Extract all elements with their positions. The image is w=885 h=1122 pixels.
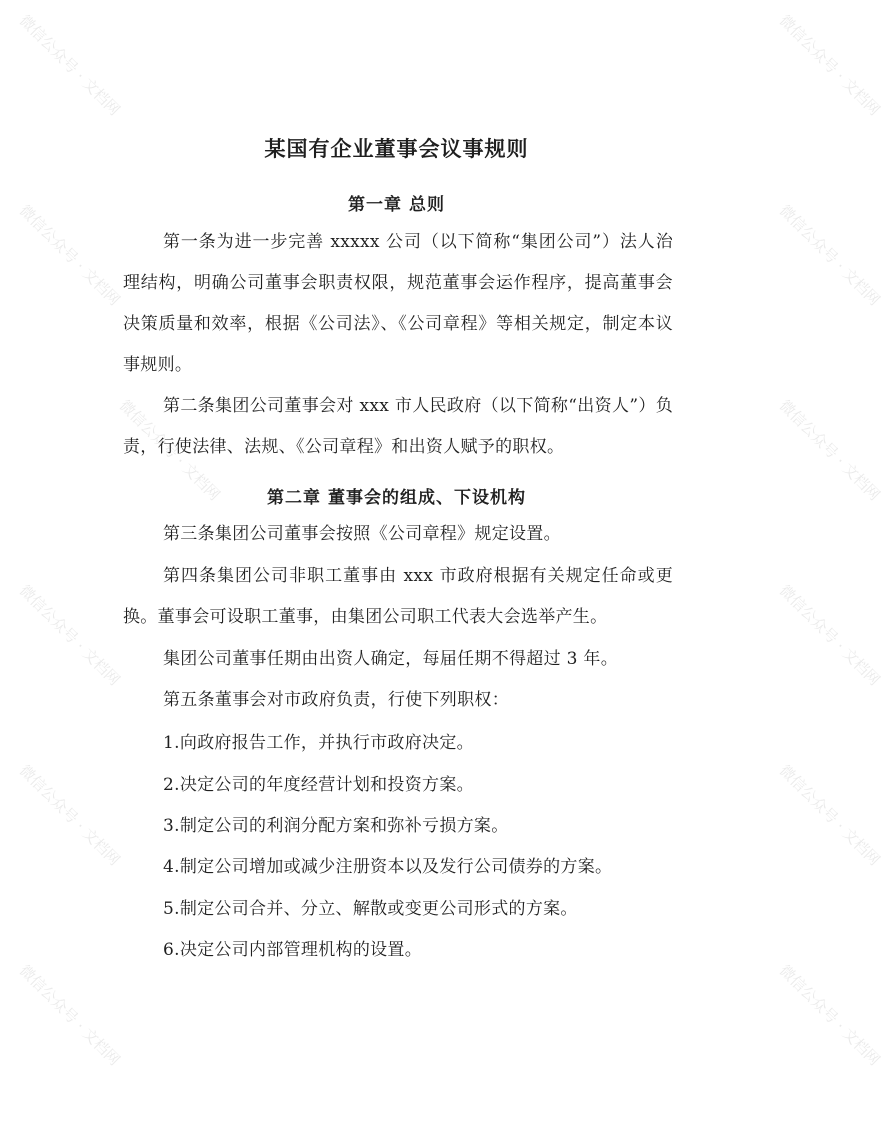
watermark-text: 微信公众号 · 文档网 <box>115 396 224 505</box>
list-item: 4.制定公司增加或减少注册资本以及发行公司债券的方案。 <box>163 857 613 877</box>
list-item: 6.决定公司内部管理机构的设置。 <box>163 940 423 960</box>
watermark-text: 微信公众号 · 文档网 <box>15 581 124 690</box>
document-title: 某国有企业董事会议事规则 <box>264 136 529 161</box>
chapter-heading: 第一章 总则 <box>348 195 445 215</box>
watermark-text: 微信公众号 · 文档网 <box>775 581 884 690</box>
list-item: 2.决定公司的年度经营计划和投资方案。 <box>163 775 474 795</box>
list-item: 1.向政府报告工作，并执行市政府决定。 <box>163 733 474 753</box>
watermark-text: 微信公众号 · 文档网 <box>15 961 124 1070</box>
watermark-text: 微信公众号 · 文档网 <box>775 201 884 310</box>
article-paragraph: 第四条集团公司非职工董事由 xxx 市政府根据有关规定任命或更换。董事会可设职工董事，由集团公司职工代表大会选举产生。 <box>123 566 673 627</box>
watermark-text: 微信公众号 · 文档网 <box>775 396 884 505</box>
watermark-text: 微信公众号 · 文档网 <box>15 761 124 870</box>
article-paragraph: 第三条集团公司董事会按照《公司章程》规定设置。 <box>163 524 561 544</box>
list-item: 5.制定公司合并、分立、解散或变更公司形式的方案。 <box>163 899 578 919</box>
article-paragraph: 集团公司董事任期由出资人确定，每届任期不得超过 3 年。 <box>163 649 619 669</box>
watermark-text: 微信公众号 · 文档网 <box>775 11 884 120</box>
list-item: 3.制定公司的利润分配方案和弥补亏损方案。 <box>163 816 509 836</box>
article-paragraph: 第二条集团公司董事会对 xxx 市人民政府（以下简称“出资人”）负责，行使法律、法规、《公司章程》和出资人赋予的职权。 <box>123 396 673 457</box>
chapter-heading: 第二章 董事会的组成、下设机构 <box>267 488 526 508</box>
watermark-text: 微信公众号 · 文档网 <box>15 11 124 120</box>
article-paragraph: 第一条为进一步完善 xxxxx 公司（以下简称“集团公司”）法人治理结构，明确公司董事会职责权限，规范董事会运作程序，提高董事会决策质量和效率，根据《公司法》、《公司章程》等相关规定，制定本议事规则。 <box>123 232 673 375</box>
watermark-text: 微信公众号 · 文档网 <box>775 961 884 1070</box>
watermark-text: 微信公众号 · 文档网 <box>775 761 884 870</box>
article-paragraph: 第五条董事会对市政府负责，行使下列职权： <box>163 690 509 710</box>
watermark-text: 微信公众号 · 文档网 <box>15 201 124 310</box>
